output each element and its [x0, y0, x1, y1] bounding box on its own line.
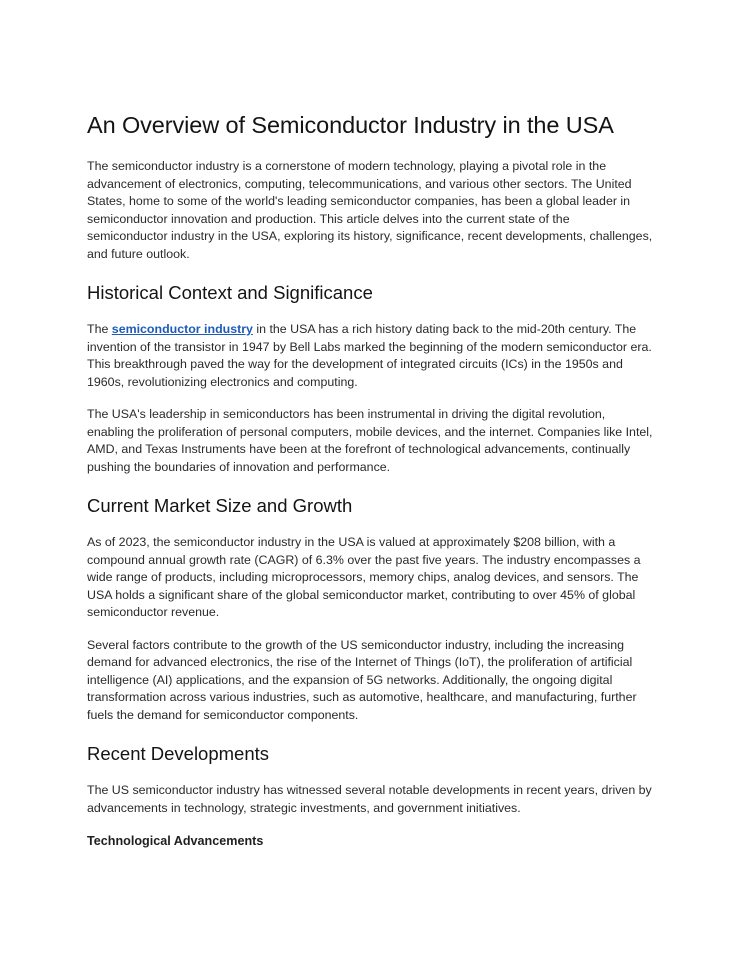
historical-paragraph-1 — [87, 321, 653, 391]
intro-paragraph: The semiconductor industry is a cornerstone of modern technology, playing a pivotal role in the advancement of electronics, computing, telecommunications, and various other sectors. The United States, home to some of the world's leading semiconductor companies, has been a global leader in semiconductor innovation and production. This article delves into the current state of the semiconductor industry in the USA, exploring its history, significance, recent developments, challenges, and future outlook. — [87, 159, 653, 261]
document-body — [87, 110, 653, 850]
section-heading-recent: Recent Developments — [87, 743, 270, 764]
market-paragraph-1: As of 2023, the semiconductor industry in the USA is valued at approximately $208 billion, with a compound annual growth rate (CAGR) of 6.3% over the past five years. The industry encompasses a wide range of products, including microprocessors, memory chips, analog devices, and sensors. The USA holds a significant share of the global semiconductor market, contributing to over 45% of global semiconductor revenue. — [87, 535, 641, 619]
section-heading-historical: Historical Context and Significance — [87, 282, 373, 303]
section-heading-market: Current Market Size and Growth — [87, 495, 353, 516]
semiconductor-industry-link[interactable]: semiconductor industry — [111, 322, 253, 336]
historical-paragraph-2: The USA's leadership in semiconductors has been instrumental in driving the digital revolution, enabling the proliferation of personal computers, mobile devices, and the internet. Companies like Intel, AMD, and Texas Instruments have been at the forefront of technological advancements, continually pushing the boundaries of innovation and performance. — [87, 407, 653, 474]
document-title: An Overview of Semiconductor Industry in the USA — [87, 112, 614, 138]
historical-p1-after: in the USA has a rich history dating back to the mid-20th century. The invention of the transistor in 1947 by Bell Labs marked the beginning of the modern semiconductor era. This breakthrough paved the way for the development of integrated circuits (ICs) in the 1950s and 1960s, revolutionizing electronics and computing. — [87, 322, 652, 389]
historical-p1-before: The — [87, 322, 112, 336]
recent-paragraph-1: The US semiconductor industry has witnessed several notable developments in recent years, driven by advancements in technology, strategic investments, and government initiatives. — [87, 783, 652, 815]
subheading-technological-advancements: Technological Advancements — [87, 834, 264, 848]
market-paragraph-2: Several factors contribute to the growth of the US semiconductor industry, including the increasing demand for advanced electronics, the rise of the Internet of Things (IoT), the proliferation of artificial intelligence (AI) applications, and the expansion of 5G networks. Additionally, the ongoing digital transformation across various industries, such as automotive, healthcare, and manufacturing, further fuels the demand for semiconductor components. — [87, 637, 637, 722]
